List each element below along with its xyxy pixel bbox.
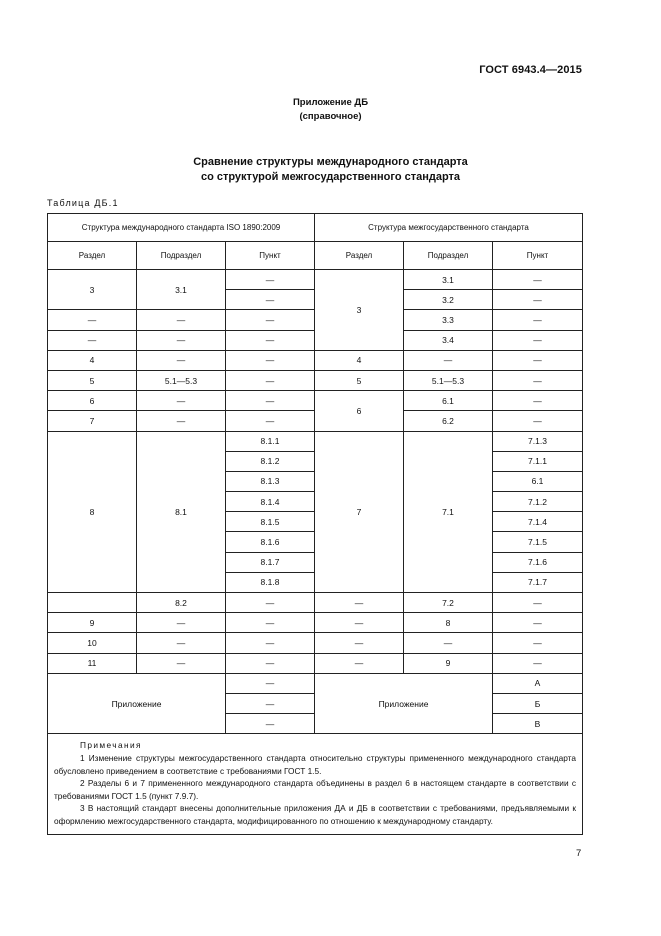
notes-row <box>48 734 583 835</box>
table-cell: 7.1.2 <box>493 492 583 512</box>
table-cell: — <box>226 673 315 693</box>
table-cell: — <box>493 411 583 431</box>
table-cell: — <box>226 391 315 411</box>
column-header-row <box>48 242 583 270</box>
table-cell: — <box>404 350 493 370</box>
annex-title: Приложение ДБ <box>292 97 369 108</box>
table-cell: — <box>137 391 226 411</box>
table-cell: — <box>493 290 583 310</box>
table-cell: 6.1 <box>404 391 493 411</box>
table-cell: — <box>226 613 315 633</box>
table-row <box>48 633 583 653</box>
table-cell: 8 <box>48 431 137 593</box>
table-cell: 3.4 <box>404 330 493 350</box>
table-cell: — <box>137 633 226 653</box>
table-label: Таблица ДБ.1 <box>47 198 119 208</box>
table-cell: 9 <box>48 613 137 633</box>
col-header: Подраздел <box>404 242 493 270</box>
table-cell: 8.1.4 <box>226 492 315 512</box>
table-cell: — <box>315 593 404 613</box>
table-cell: 3.1 <box>137 270 226 310</box>
table-cell: — <box>226 330 315 350</box>
note-item: 2 Разделы 6 и 7 примененного международного стандарта объединены в раздел 6 в настоящем стандарте в соответствии с требованиями ГОСТ 1.5 (пункт 7.9.7). <box>54 778 576 801</box>
table-cell: 10 <box>48 633 137 653</box>
table-cell: 8.2 <box>137 593 226 613</box>
title-line-1: Сравнение структуры международного стандарта <box>193 156 468 168</box>
table-cell: 3 <box>48 270 137 310</box>
document-title <box>0 155 661 185</box>
table-cell: 5.1—5.3 <box>404 370 493 390</box>
annex-heading <box>0 96 661 124</box>
table-cell: — <box>226 693 315 713</box>
table-cell: 9 <box>404 653 493 673</box>
table-cell: 8.1 <box>137 431 226 593</box>
appendix-cell-interstate: Приложение <box>315 673 493 734</box>
table-cell: 8.1.1 <box>226 431 315 451</box>
table-cell: 6 <box>48 391 137 411</box>
table-cell: 6.2 <box>404 411 493 431</box>
table-cell: — <box>315 653 404 673</box>
table-cell: В <box>493 714 583 734</box>
table-cell: — <box>226 290 315 310</box>
table-cell: 7 <box>48 411 137 431</box>
table-cell: 7.1 <box>404 431 493 593</box>
table-cell: — <box>404 633 493 653</box>
table-cell: 3 <box>315 270 404 351</box>
table-cell: — <box>493 270 583 290</box>
appendix-cell-international: Приложение <box>48 673 226 734</box>
table-cell: 11 <box>48 653 137 673</box>
table-cell: — <box>493 350 583 370</box>
note-item: 3 В настоящий стандарт внесены дополнительные приложения ДА и ДБ в соответствии с требованиями, предъявляемыми к оформлению межгосударственного стандарта, модифицированного по отношению к международному стандарту. <box>54 803 576 826</box>
table-cell: — <box>226 270 315 290</box>
col-header: Пункт <box>493 242 583 270</box>
table-row <box>48 653 583 673</box>
table-cell: — <box>137 653 226 673</box>
table-cell: — <box>493 653 583 673</box>
table-row <box>48 370 583 390</box>
table-cell: 8.1.8 <box>226 572 315 592</box>
table-cell: 8.1.3 <box>226 471 315 491</box>
table-row <box>48 270 583 290</box>
table-cell: 3.3 <box>404 310 493 330</box>
col-header: Подраздел <box>137 242 226 270</box>
table-cell: 7 <box>315 431 404 593</box>
table-cell: — <box>226 633 315 653</box>
table-row <box>48 593 583 613</box>
table-cell: 7.1.5 <box>493 532 583 552</box>
table-cell: 5 <box>315 370 404 390</box>
annex-subtitle: (справочное) <box>299 111 362 122</box>
notes-cell <box>48 734 583 835</box>
table-cell: — <box>315 633 404 653</box>
table-cell: 8.1.7 <box>226 552 315 572</box>
structure-comparison-table <box>47 213 583 835</box>
table-cell: — <box>226 310 315 330</box>
table-cell: — <box>315 613 404 633</box>
table-cell: — <box>493 330 583 350</box>
table-cell: — <box>493 593 583 613</box>
table-cell: 3.1 <box>404 270 493 290</box>
table-row <box>48 431 583 451</box>
table-cell: 5 <box>48 370 137 390</box>
group-header-row <box>48 214 583 242</box>
table-cell: 7.1.7 <box>493 572 583 592</box>
page-number: 7 <box>576 848 582 859</box>
table-cell: 6.1 <box>493 471 583 491</box>
table-cell: — <box>226 370 315 390</box>
table-cell: 8.1.6 <box>226 532 315 552</box>
table-cell: — <box>137 310 226 330</box>
table-cell: — <box>226 411 315 431</box>
table-cell <box>48 593 137 613</box>
col-header: Раздел <box>315 242 404 270</box>
table-cell: 8 <box>404 613 493 633</box>
col-header: Раздел <box>48 242 137 270</box>
table-row <box>48 391 583 411</box>
table-cell: — <box>493 633 583 653</box>
table-cell: Б <box>493 693 583 713</box>
table-cell: А <box>493 673 583 693</box>
note-item: 1 Изменение структуры межгосударственного стандарта относительно структуры примененного международного стандарта обусловлено приведением в соответствие с требованиями ГОСТ 1.5. <box>54 752 576 776</box>
table-cell: 7.1.1 <box>493 451 583 471</box>
col-header: Пункт <box>226 242 315 270</box>
table-row <box>48 350 583 370</box>
table-row <box>48 613 583 633</box>
table-cell: 7.1.4 <box>493 512 583 532</box>
table-cell: 8.1.5 <box>226 512 315 532</box>
title-line-2: со структурой межгосударственного стандарта <box>200 171 461 183</box>
table-row <box>48 673 583 693</box>
table-cell: — <box>493 310 583 330</box>
table-cell: 5.1—5.3 <box>137 370 226 390</box>
group-header-interstate: Структура межгосударственного стандарта <box>315 214 583 242</box>
table-cell: 6 <box>315 391 404 431</box>
table-cell: 8.1.2 <box>226 451 315 471</box>
group-header-international: Структура международного стандарта ISO 1890:2009 <box>48 214 315 242</box>
table-cell: 4 <box>315 350 404 370</box>
table-cell: 7.1.3 <box>493 431 583 451</box>
table-cell: — <box>48 310 137 330</box>
table-cell: — <box>137 411 226 431</box>
standard-code: ГОСТ 6943.4—2015 <box>479 64 582 76</box>
table-cell: — <box>48 330 137 350</box>
table-cell: 4 <box>48 350 137 370</box>
table-cell: — <box>493 370 583 390</box>
table-cell: 3.2 <box>404 290 493 310</box>
table-cell: — <box>137 350 226 370</box>
notes-title: Примечания <box>80 740 142 751</box>
table-cell: — <box>226 593 315 613</box>
table-cell: — <box>226 714 315 734</box>
table-cell: 7.2 <box>404 593 493 613</box>
table-cell: — <box>137 613 226 633</box>
table-cell: — <box>493 391 583 411</box>
table-cell: 7.1.6 <box>493 552 583 572</box>
table-cell: — <box>226 350 315 370</box>
table-cell: — <box>226 653 315 673</box>
table-cell: — <box>493 613 583 633</box>
table-cell: — <box>137 330 226 350</box>
